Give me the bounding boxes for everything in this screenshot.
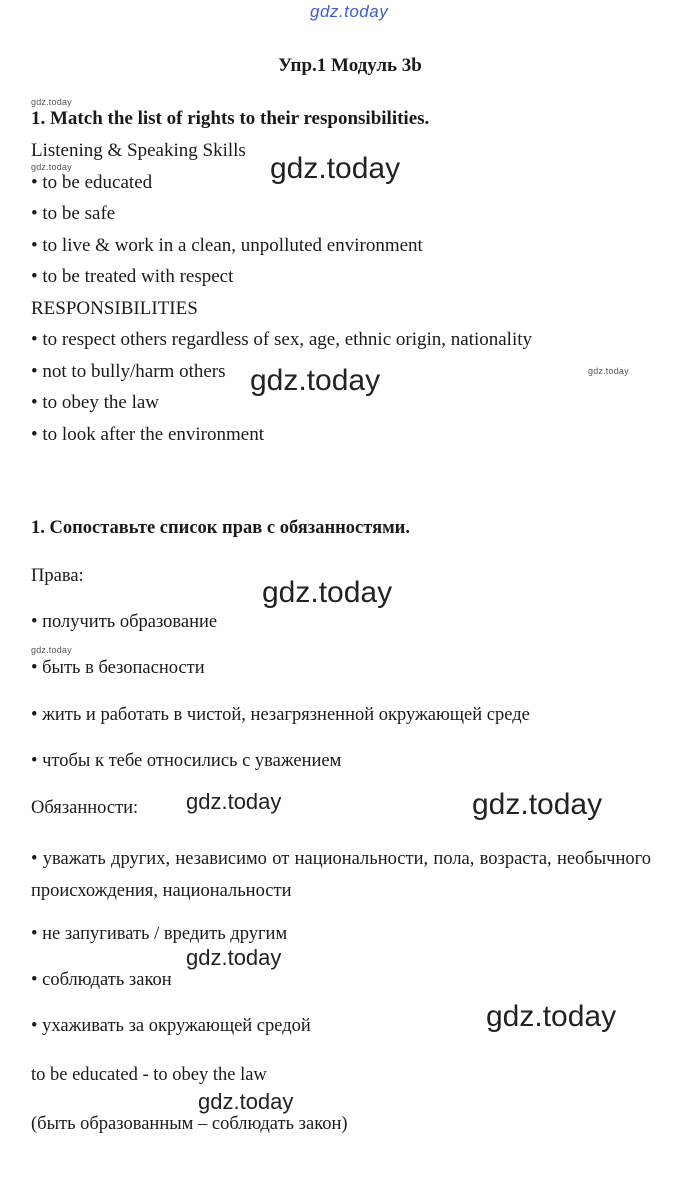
ru-responsibility-item: • не запугивать / вредить другим bbox=[31, 924, 288, 944]
en-responsibility-item: • to obey the law bbox=[31, 392, 160, 413]
watermark-big: gdz.today bbox=[486, 1000, 617, 1033]
watermark-big: gdz.today bbox=[472, 788, 603, 821]
watermark-small: gdz.today bbox=[31, 162, 72, 172]
ru-heading: 1. Сопоставьте список прав с обязанностями. bbox=[31, 518, 410, 538]
en-right-item: • to be educated bbox=[31, 172, 153, 193]
en-right-item: • to be safe bbox=[31, 203, 116, 224]
watermark-mid: gdz.today bbox=[198, 1089, 294, 1114]
watermark-small: gdz.today bbox=[31, 645, 72, 655]
ru-answer-ru: (быть образованным – соблюдать закон) bbox=[31, 1114, 348, 1134]
ru-right-item: • получить образование bbox=[31, 612, 218, 632]
en-responsibilities-label: RESPONSIBILITIES bbox=[31, 298, 198, 319]
page-title: Упр.1 Модуль 3b bbox=[278, 55, 422, 76]
en-responsibility-item: • not to bully/harm others bbox=[31, 361, 226, 382]
en-right-item: • to live & work in a clean, unpolluted environment bbox=[31, 235, 423, 256]
en-right-item: • to be treated with respect bbox=[31, 266, 234, 287]
watermark-small: gdz.today bbox=[31, 97, 72, 107]
en-responsibility-item: • to respect others regardless of sex, age, ethnic origin, nationality bbox=[31, 329, 533, 350]
ru-right-item: • чтобы к тебе относились с уважением bbox=[31, 751, 342, 771]
header-watermark: gdz.today bbox=[310, 2, 389, 21]
ru-responsibility-item: • уважать других, независимо от национальности, пола, возраста, необычного происхождения, национальности bbox=[31, 849, 651, 901]
ru-right-item: • быть в безопасности bbox=[31, 658, 205, 678]
en-heading: 1. Match the list of rights to their responsibilities. bbox=[31, 108, 430, 129]
watermark-big: gdz.today bbox=[250, 364, 381, 397]
watermark-big: gdz.today bbox=[270, 152, 401, 185]
watermark-mid: gdz.today bbox=[186, 789, 282, 814]
watermark-mid: gdz.today bbox=[186, 945, 282, 970]
en-skills: Listening & Speaking Skills bbox=[31, 140, 246, 161]
ru-responsibility-item: • ухаживать за окружающей средой bbox=[31, 1016, 311, 1036]
ru-rights-label: Права: bbox=[31, 566, 84, 586]
en-responsibility-item: • to look after the environment bbox=[31, 424, 265, 445]
watermark-small: gdz.today bbox=[588, 366, 629, 376]
watermark-big: gdz.today bbox=[262, 576, 393, 609]
ru-right-item: • жить и работать в чистой, незагрязненной окружающей среде bbox=[31, 705, 530, 725]
ru-responsibilities-label: Обязанности: bbox=[31, 798, 139, 818]
ru-responsibility-item: • соблюдать закон bbox=[31, 970, 172, 990]
ru-answer-en: to be educated - to obey the law bbox=[31, 1065, 267, 1085]
